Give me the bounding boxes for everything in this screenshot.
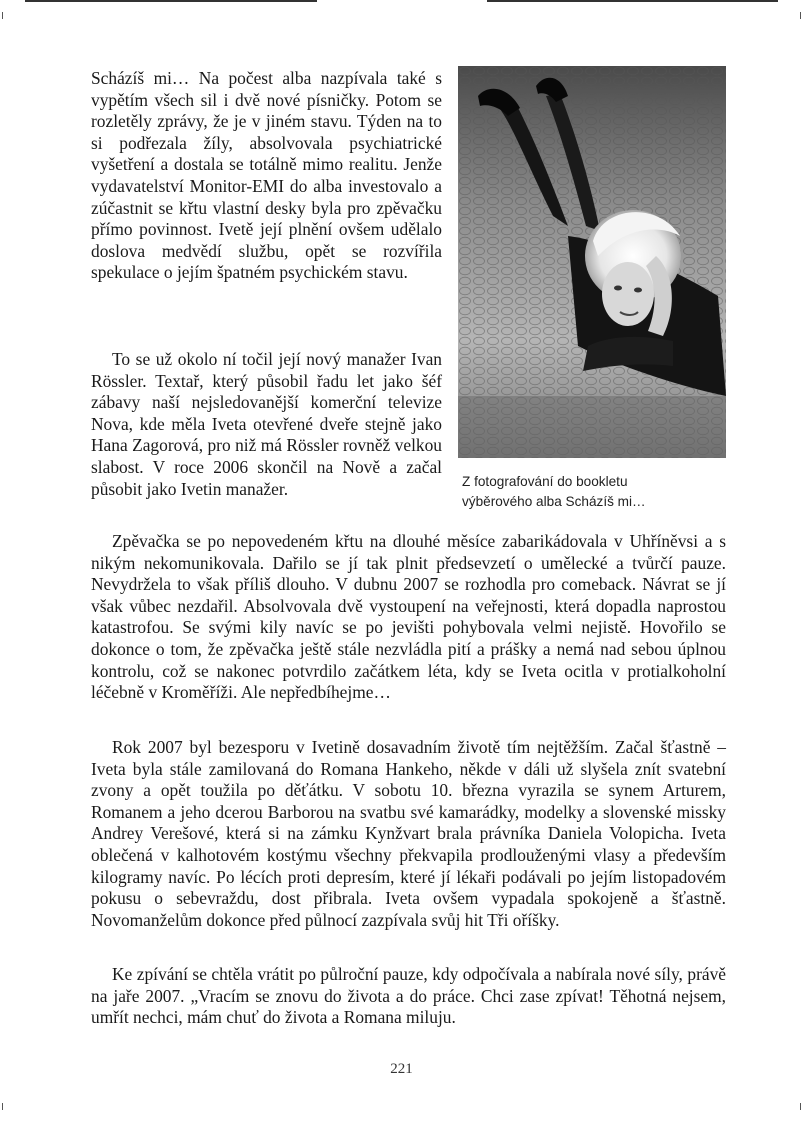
caption-line-2: výběrového alba Scházíš mi… xyxy=(462,494,646,509)
booklet-photo xyxy=(458,66,726,458)
header-rule-right xyxy=(487,0,778,2)
photo-illustration xyxy=(458,66,726,458)
paragraph-2: To se už okolo ní točil její nový manažer Ivan Rössler. Textař, který působil řadu let jako šéf zábavy naší nejsledovanější komerční televize Nova, kde měla Iveta otevřené dveře stejně jako Hana Zagorová, pro niž má Rössler rovněž velkou slabost. V roce 2006 skončil na Nově a začal působit jako Ivetin manažer. xyxy=(91,349,442,499)
crop-mark-top-left xyxy=(2,12,3,19)
caption-line-1: Z fotografování do bookletu xyxy=(462,474,628,489)
crop-mark-top-right xyxy=(800,12,801,19)
crop-mark-bottom-left xyxy=(2,1103,3,1110)
photo-caption xyxy=(462,472,732,512)
paragraph-5: Ke zpívání se chtěla vrátit po půlroční pauze, kdy odpočívala a nabírala nové síly, právě na jaře 2007. „Vracím se znovu do života a do práce. Chci zase zpívat! Těhotná nejsem, umřít nechci, mám chuť do života a Romana miluju. xyxy=(91,964,726,1028)
paragraph-1: Scházíš mi… Na počest alba nazpívala také s vypětím všech sil i dvě nové písničky. Potom se rozletěly zprávy, že je v jiném stavu. Týden na to si podřezala žíly, absolvovala psychiatrické vyšetření a dostala se totálně mimo realitu. Jenže vydavatelství Monitor-EMI do alba investovalo a zúčastnit se křtu vlastní desky byla pro zpěvačku přímo povinnost. Ivetě její plnění ovšem udělalo doslova medvědí službu, opět se rozvířila spekulace o jejím špatném psychickém stavu. xyxy=(91,68,442,283)
paragraph-4: Rok 2007 byl bezesporu v Ivetině dosavadním životě tím nejtěžším. Začal šťastně – Iveta byla stále zamilovaná do Romana Hankeho, někde v dáli už slyšela znít svatební zvony a opět toužila po děťátku. V sobotu 10. března vyrazila se synem Arturem, Romanem a jeho dcerou Barborou na svatbu své kamarádky, modelky a slovenské missky Andrey Verešové, která si na zámku Kynžvart brala právníka Daniela Volopicha. Iveta oblečená v kalhotovém kostýmu všechny překvapila prodlouženými vlasy a především kilogramy navíc. Po lécích proti depresím, které jí lékaři podávali po jejím listopadovém pokusu o sebevraždu, dost přibrala. Iveta ovšem vypadala spokojeně a šťastně. Novomanželům dokonce před půlnocí zazpívala svůj hit Tři oříšky. xyxy=(91,737,726,930)
crop-mark-bottom-right xyxy=(800,1103,801,1110)
paragraph-3: Zpěvačka se po nepovedeném křtu na dlouhé měsíce zabarikádovala v Uhříněvsi a s nikým nekomunikovala. Dařilo se jí tak plnit předsevzetí o umělecké a tvůrčí pauze. Nevydržela to však příliš dlouho. V dubnu 2007 se rozhodla pro comeback. Návrat se jí však vůbec nezdařil. Absolvovala dvě vystoupení na veřejnosti, která dopadla naprostou katastrofou. Se svými kily navíc se po jevišti pohybovala velmi nejistě. Hovořilo se dokonce o tom, že zpěvačka ještě stále nezvládla pití a prášky a nemá nad sebou úplnou kontrolu, což se nakonec potvrdilo začátkem léta, kdy se Iveta ocitla v protialkoholní léčebně v Kroměříži. Ale nepředbíhejme… xyxy=(91,531,726,703)
header-rule-left xyxy=(25,0,317,2)
page-number: 221 xyxy=(390,1061,413,1077)
